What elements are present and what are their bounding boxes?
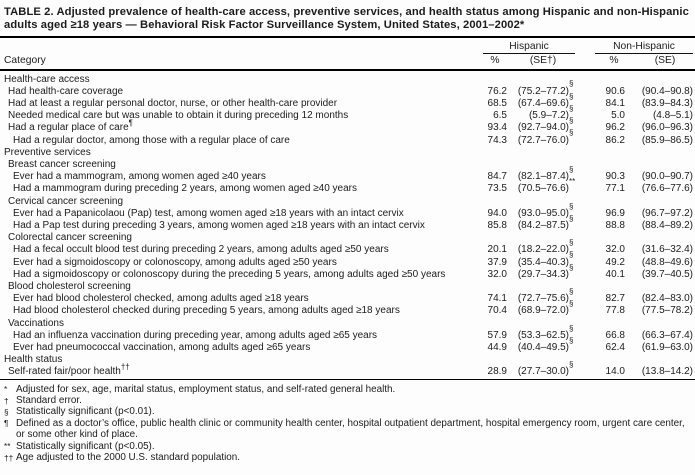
hispanic-se-cell bbox=[511, 318, 577, 330]
column-group-nonhispanic bbox=[577, 37, 695, 54]
hispanic-se-cell: (84.2–87.5)§ bbox=[517, 213, 574, 232]
hispanic-pct-cell: 85.8 bbox=[487, 220, 507, 232]
table-header bbox=[0, 37, 695, 70]
category-cell: Colorectal cancer screening bbox=[8, 232, 132, 244]
nonhispanic-se-cell bbox=[629, 159, 695, 171]
hispanic-se-cell: (72.7–76.0)§ bbox=[517, 128, 574, 146]
table-row bbox=[0, 366, 695, 379]
hispanic-se-cell: (82.1–87.4)§ bbox=[517, 164, 574, 183]
hispanic-pct-cell: 74.3 bbox=[487, 134, 507, 146]
nonhispanic-pct-cell: 32.0 bbox=[605, 244, 625, 256]
nonhispanic-pct-cell: 84.1 bbox=[605, 98, 625, 109]
hispanic-pct-cell: 44.9 bbox=[487, 342, 507, 354]
nonhispanic-pct-cell: 40.1 bbox=[605, 268, 625, 280]
nonhispanic-se-cell: (82.4–83.0) bbox=[641, 293, 693, 305]
category-cell: Had a sigmoidoscopy or colonoscopy during the preceding 5 years, among adults aged ≥50 years bbox=[13, 268, 446, 280]
nonhispanic-se-cell: (90.4–90.8) bbox=[641, 85, 693, 97]
table-row bbox=[0, 305, 695, 317]
hispanic-se-cell bbox=[511, 159, 577, 171]
nonhispanic-pct-cell: 86.2 bbox=[605, 134, 625, 146]
nonhispanic-se-cell bbox=[629, 318, 695, 330]
hispanic-pct-cell: 20.1 bbox=[487, 244, 507, 256]
hispanic-se-cell: (53.3–62.5)§ bbox=[517, 323, 574, 341]
footnote bbox=[4, 406, 692, 417]
hispanic-pct-cell: 68.5 bbox=[487, 98, 507, 109]
nonhispanic-pct-cell: 77.1 bbox=[605, 183, 625, 195]
hispanic-se-cell bbox=[511, 232, 577, 244]
nonhispanic-se-cell: (76.6–77.6) bbox=[641, 183, 693, 195]
nonhispanic-se-cell bbox=[629, 281, 695, 293]
hispanic-pct-cell: 76.2 bbox=[487, 85, 507, 97]
hispanic-se-cell: (18.2–22.0)§ bbox=[517, 238, 574, 256]
hispanic-pct-cell: 93.4 bbox=[487, 122, 507, 134]
hispanic-se-cell: (68.9–72.0)§ bbox=[517, 299, 574, 317]
nonhispanic-se-cell: (96.0–96.3) bbox=[641, 122, 693, 134]
hispanic-se-cell bbox=[511, 354, 577, 366]
nonhispanic-se-cell: (77.5–78.2) bbox=[641, 305, 693, 317]
hispanic-pct-cell bbox=[467, 281, 511, 293]
table-title: TABLE 2. Adjusted prevalence of health-care access, preventive services, and health status among Hispanic and non-Hispanic adults aged ≥18 years — Behavioral Risk Factor Surveillance System, United States, 2001–2002* bbox=[4, 6, 689, 31]
nonhispanic-se-cell: (31.6–32.4) bbox=[641, 244, 693, 256]
footnote bbox=[4, 441, 692, 452]
hispanic-pct-cell bbox=[467, 196, 511, 208]
category-cell: Ever had pneumococcal vaccination, among adults aged ≥65 years bbox=[13, 342, 311, 354]
column-group-hispanic-label: Hispanic bbox=[483, 41, 575, 54]
nonhispanic-se-cell: (90.0–90.7) bbox=[641, 171, 693, 183]
table-row bbox=[0, 98, 695, 110]
hispanic-se-cell: (75.2–77.2)§ bbox=[517, 79, 574, 97]
column-header-row bbox=[0, 54, 695, 70]
nonhispanic-se-cell: (85.9–86.5) bbox=[641, 134, 693, 146]
hispanic-pct-cell bbox=[467, 70, 511, 86]
footnote-marker: ** bbox=[4, 441, 11, 452]
category-cell: Had an influenza vaccination during preceding year, among adults aged ≥65 years bbox=[13, 329, 378, 341]
hispanic-pct-cell: 73.5 bbox=[487, 183, 507, 195]
category-cell: Ever had blood cholesterol checked, among adults aged ≥18 years bbox=[13, 293, 309, 305]
category-cell: Health-care access bbox=[4, 73, 90, 85]
nonhispanic-pct-cell bbox=[577, 354, 629, 366]
table-row bbox=[0, 269, 695, 281]
nonhispanic-se-cell bbox=[629, 232, 695, 244]
hispanic-se-cell: (35.4–40.3)§ bbox=[517, 250, 574, 268]
nonhispanic-pct-cell bbox=[577, 281, 629, 293]
category-cell: Had at least a regular personal doctor, nurse, or other health-care provider bbox=[8, 98, 338, 109]
hispanic-se-cell bbox=[511, 147, 577, 159]
hispanic-se-cell: (40.4–49.5)§ bbox=[517, 335, 574, 354]
hispanic-pct-cell: 74.1 bbox=[487, 293, 507, 305]
category-cell: Vaccinations bbox=[8, 317, 64, 329]
nonhispanic-se-cell bbox=[629, 196, 695, 208]
table-row bbox=[0, 135, 695, 147]
table-row bbox=[0, 342, 695, 354]
column-header-nonhispanic-pct: % bbox=[609, 54, 619, 66]
nonhispanic-pct-cell: 62.4 bbox=[605, 342, 625, 354]
hispanic-se-cell: (72.7–75.6)§ bbox=[517, 286, 574, 305]
category-cell: Ever had a Papanicolaou (Pap) test, among women aged ≥18 years with an intact cervix bbox=[13, 207, 404, 219]
column-group-spacer bbox=[0, 37, 467, 54]
hispanic-pct-cell bbox=[467, 354, 511, 366]
hispanic-se-cell: (29.7–34.3)§ bbox=[517, 262, 574, 280]
nonhispanic-se-cell: (48.8–49.6) bbox=[641, 256, 693, 268]
table-row bbox=[0, 122, 695, 134]
column-group-hispanic bbox=[467, 37, 577, 54]
nonhispanic-se-cell: (39.7–40.5) bbox=[641, 268, 693, 280]
section-row bbox=[0, 232, 695, 244]
nonhispanic-pct-cell: 96.2 bbox=[605, 122, 625, 134]
footnote-marker: * bbox=[4, 384, 8, 395]
nonhispanic-pct-cell bbox=[577, 232, 629, 244]
table-row bbox=[0, 110, 695, 122]
footnote-marker: § bbox=[4, 406, 9, 417]
footnote-text: Statistically significant (p<0.01). bbox=[16, 406, 155, 418]
section-row bbox=[0, 147, 695, 159]
hispanic-pct-cell bbox=[467, 159, 511, 171]
hispanic-se-cell: (92.7–94.0)§ bbox=[517, 116, 574, 134]
hispanic-pct-cell: 94.0 bbox=[487, 207, 507, 219]
footnote-text: Defined as a doctor’s office, public health clinic or community health center, hospital outpatient department, hospital emergency room, urgent care center, or some other kind of place. bbox=[16, 417, 685, 441]
nonhispanic-se-cell bbox=[629, 354, 695, 366]
section-row bbox=[0, 281, 695, 293]
table-row bbox=[0, 183, 695, 195]
table-row bbox=[0, 220, 695, 232]
footnote-text: Age adjusted to the 2000 U.S. standard population. bbox=[16, 452, 240, 464]
hispanic-pct-cell: 37.9 bbox=[487, 256, 507, 268]
nonhispanic-pct-cell: 90.6 bbox=[605, 85, 625, 97]
footnotes-block bbox=[0, 380, 695, 464]
section-row bbox=[0, 159, 695, 171]
nonhispanic-pct-cell: 14.0 bbox=[605, 366, 625, 378]
table-row bbox=[0, 244, 695, 256]
table-body bbox=[0, 70, 695, 380]
nonhispanic-se-cell: (96.7–97.2) bbox=[641, 207, 693, 219]
nonhispanic-pct-cell bbox=[577, 70, 629, 86]
category-cell: Ever had a mammogram, among women aged ≥40 years bbox=[13, 171, 266, 183]
category-cell: Had blood cholesterol checked during preceding 5 years, among adults aged ≥18 years bbox=[13, 305, 400, 317]
nonhispanic-se-cell bbox=[629, 70, 695, 86]
nonhispanic-pct-cell bbox=[577, 159, 629, 171]
category-cell: Had a mammogram during preceding 2 years, among women aged ≥40 years bbox=[13, 183, 357, 195]
hispanic-pct-cell: 57.9 bbox=[487, 329, 507, 341]
column-group-nonhispanic-label: Non-Hispanic bbox=[595, 41, 693, 54]
nonhispanic-se-cell: (4.8–5.1) bbox=[652, 110, 693, 122]
nonhispanic-pct-cell bbox=[577, 196, 629, 208]
hispanic-pct-cell bbox=[467, 318, 511, 330]
footnote bbox=[4, 395, 692, 406]
hispanic-se-cell: (70.5–76.6)** bbox=[517, 177, 576, 195]
hispanic-se-cell bbox=[511, 196, 577, 208]
hispanic-se-cell bbox=[511, 70, 577, 86]
nonhispanic-pct-cell: 82.7 bbox=[605, 293, 625, 305]
category-cell: Had a fecal occult blood test during preceding 2 years, among adults aged ≥50 years bbox=[13, 244, 389, 256]
category-cell: Health status bbox=[4, 354, 63, 366]
nonhispanic-se-cell bbox=[629, 147, 695, 159]
nonhispanic-pct-cell bbox=[577, 147, 629, 159]
category-cell: Blood cholesterol screening bbox=[8, 281, 131, 293]
hispanic-se-cell: (67.4–69.6)§ bbox=[517, 91, 574, 109]
hispanic-pct-cell: 70.4 bbox=[487, 305, 507, 317]
footnote-text: Standard error. bbox=[16, 395, 82, 407]
hispanic-se-cell: (93.0–95.0)§ bbox=[517, 201, 574, 219]
hispanic-se-cell bbox=[511, 281, 577, 293]
category-cell: Had health-care coverage bbox=[8, 85, 124, 97]
column-header-hispanic-pct: % bbox=[490, 54, 500, 66]
nonhispanic-pct-cell bbox=[577, 318, 629, 330]
table-row bbox=[0, 330, 695, 342]
footnote-marker: ¶ bbox=[4, 418, 9, 429]
category-cell: Cervical cancer screening bbox=[8, 195, 124, 207]
footnote-marker: † bbox=[4, 395, 9, 406]
column-header-category: Category bbox=[4, 54, 46, 66]
footnote bbox=[4, 452, 692, 463]
table-row bbox=[0, 208, 695, 220]
column-group-row bbox=[0, 37, 695, 54]
table-row bbox=[0, 293, 695, 305]
hispanic-pct-cell: 28.9 bbox=[487, 366, 507, 378]
hispanic-pct-cell: 6.5 bbox=[493, 110, 507, 122]
category-cell: Preventive services bbox=[4, 146, 91, 158]
category-cell: Self-rated fair/poor health†† bbox=[8, 363, 130, 378]
footnote-marker: †† bbox=[4, 452, 14, 463]
nonhispanic-se-cell: (88.4–89.2) bbox=[641, 220, 693, 232]
hispanic-pct-cell bbox=[467, 147, 511, 159]
column-header-nonhispanic-se: (SE) bbox=[654, 54, 676, 66]
category-cell: Had a regular place of care¶ bbox=[8, 119, 133, 134]
nonhispanic-pct-cell: 88.8 bbox=[605, 220, 625, 232]
nonhispanic-se-cell: (13.8–14.2) bbox=[641, 366, 693, 378]
hispanic-se-cell: (27.7–30.0)§ bbox=[517, 360, 574, 378]
nonhispanic-se-cell: (66.3–67.4) bbox=[641, 329, 693, 341]
footnote bbox=[4, 418, 692, 441]
category-footnote-marker: ¶ bbox=[128, 119, 133, 129]
section-row bbox=[0, 70, 695, 86]
column-header-hispanic-se: (SE†) bbox=[529, 54, 557, 66]
footnote-text: Statistically significant (p<0.05). bbox=[16, 440, 155, 452]
category-cell: Ever had a sigmoidoscopy or colonoscopy, among adults aged ≥50 years bbox=[13, 256, 337, 268]
nonhispanic-se-cell: (61.9–63.0) bbox=[641, 342, 693, 354]
table-row bbox=[0, 257, 695, 269]
section-row bbox=[0, 196, 695, 208]
hispanic-pct-cell: 32.0 bbox=[487, 268, 507, 280]
nonhispanic-pct-cell: 96.9 bbox=[605, 207, 625, 219]
nonhispanic-pct-cell: 77.8 bbox=[605, 305, 625, 317]
prevalence-table bbox=[0, 36, 695, 380]
category-footnote-marker: †† bbox=[120, 363, 130, 373]
nonhispanic-pct-cell: 5.0 bbox=[611, 110, 625, 122]
category-cell: Had a Pap test during preceding 3 years, among women aged ≥18 years with an intact cervix bbox=[13, 220, 425, 232]
footnote-text: Adjusted for sex, age, marital status, employment status, and self-rated general health. bbox=[16, 383, 396, 395]
hispanic-se-cell: (5.9–7.2)§ bbox=[528, 103, 574, 122]
hispanic-pct-cell bbox=[467, 232, 511, 244]
category-cell: Breast cancer screening bbox=[8, 159, 116, 171]
table-row bbox=[0, 86, 695, 98]
nonhispanic-se-cell: (83.9–84.3) bbox=[641, 98, 693, 109]
hispanic-pct-cell: 84.7 bbox=[487, 171, 507, 183]
category-cell: Had a regular doctor, among those with a regular place of care bbox=[13, 134, 290, 146]
table-row bbox=[0, 171, 695, 183]
category-cell: Needed medical care but was unable to obtain it during preceding 12 months bbox=[8, 110, 349, 122]
nonhispanic-pct-cell: 90.3 bbox=[605, 171, 625, 183]
nonhispanic-pct-cell: 66.8 bbox=[605, 329, 625, 341]
footnote bbox=[4, 384, 692, 395]
nonhispanic-pct-cell: 49.2 bbox=[605, 256, 625, 268]
section-row bbox=[0, 318, 695, 330]
section-row bbox=[0, 354, 695, 366]
